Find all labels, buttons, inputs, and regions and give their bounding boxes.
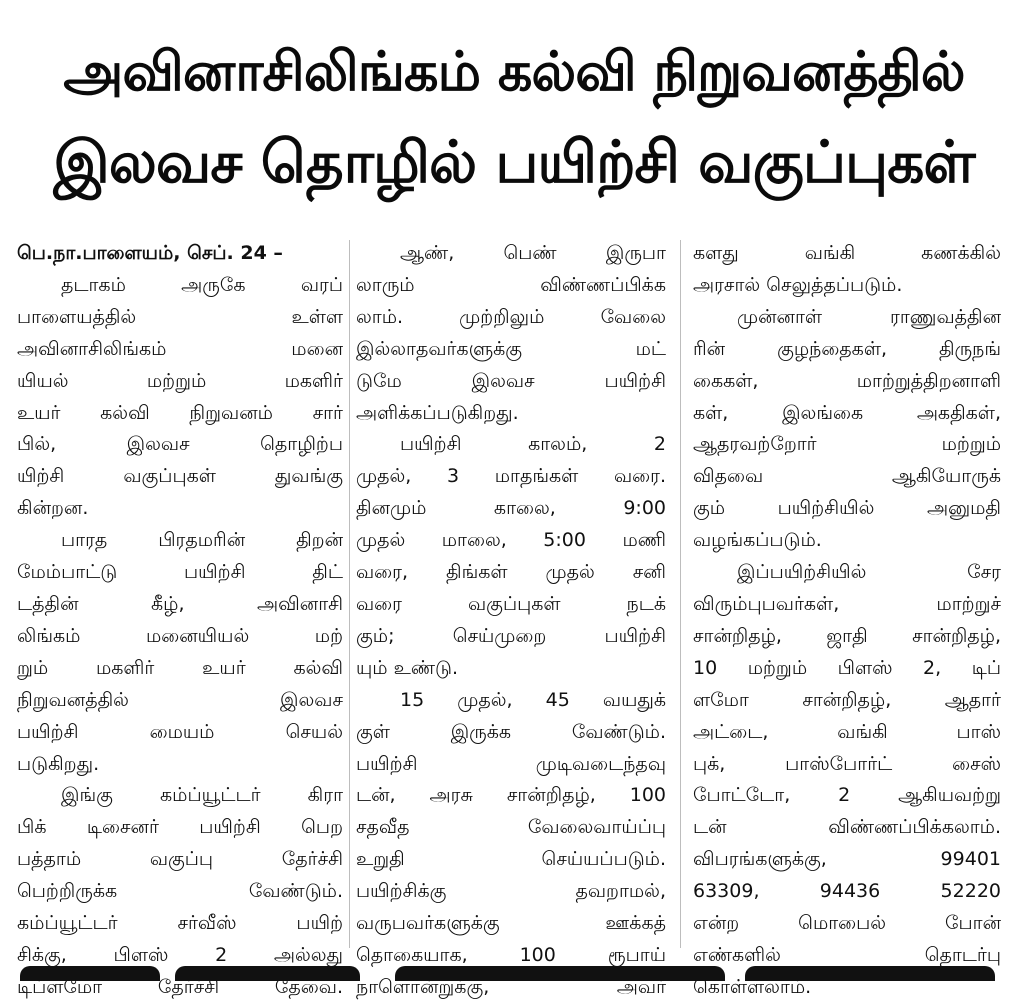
text-line: யியல் மற்றும் மகளிர்: [17, 369, 343, 392]
text-line: லாம். முற்றிலும் வேலை: [356, 305, 666, 328]
text-line: கைகள், மாற்றுத்திறனாளி: [693, 369, 1001, 392]
text-line: பயிற்சி முடிவடைந்தவு: [356, 752, 666, 775]
text-line: கின்றன.: [17, 497, 89, 520]
text-line: படுகிறது.: [17, 752, 100, 775]
text-line: முன்னாள் ராணுவத்தின: [737, 305, 1001, 328]
headline-line-2: இலவச தொழில் பயிற்சி வகுப்புகள்: [53, 128, 975, 196]
text-line: கும் பயிற்சியில் அனுமதி: [693, 497, 1001, 520]
text-line: 10 மற்றும் பிளஸ் 2, டிப்: [693, 656, 1001, 679]
text-line: விபரங்களுக்கு, 99401: [693, 848, 1001, 871]
text-line: டத்தின் கீழ், அவினாசி: [17, 592, 343, 615]
article-column-1: [17, 238, 343, 1004]
text-line: அளிக்கப்படுகிறது.: [356, 401, 519, 424]
text-line: பயிற்சி காலம், 2: [400, 433, 666, 456]
text-line: யிற்சி வகுப்புகள் துவங்கு: [17, 465, 343, 488]
text-line: என்ற மொபைல் போன்: [693, 912, 1001, 935]
text-line: பில், இலவச தொழிற்ப: [17, 433, 343, 456]
text-line: மேம்பாட்டு பயிற்சி திட்: [17, 561, 343, 584]
text-line: வழங்கப்படும்.: [693, 529, 822, 552]
text-line: அவினாசிலிங்கம் மனை: [17, 337, 343, 360]
text-line: டிப்ளமோ தேர்ச்சி தேவை.: [17, 975, 343, 998]
text-line: குள் இருக்க வேண்டும்.: [356, 720, 666, 743]
text-line: கொள்ளலாம்.: [693, 975, 812, 998]
text-line: சதவீத வேலைவாய்ப்பு: [356, 816, 666, 839]
text-line: பாளையத்தில் உள்ள: [17, 305, 343, 328]
text-line: இங்கு கம்ப்யூட்டர் கிரா: [61, 784, 343, 807]
text-line: ரின் குழந்தைகள், திருநங்: [693, 337, 1001, 360]
text-line: பெ.நா.பாளையம், செப். 24 –: [17, 242, 283, 264]
text-line: தொகையாக, 100 ரூபாய்: [356, 943, 666, 966]
article-column-2: [356, 238, 666, 1004]
text-line: யும் உண்டு.: [356, 656, 459, 679]
text-line: பிக் டிசைனர் பயிற்சி பெற: [17, 816, 343, 839]
text-line: களது வங்கி கணக்கில்: [693, 242, 1001, 264]
text-line: போட்டோ, 2 ஆகியவற்று: [693, 784, 1001, 807]
text-line: லிங்கம் மனையியல் மற்: [17, 624, 343, 647]
text-line: விதவை ஆகியோருக்: [693, 465, 1001, 488]
text-line: ஆதரவற்றோர் மற்றும்: [693, 433, 1001, 456]
text-line: இல்லாதவர்களுக்கு மட்: [356, 337, 666, 360]
text-line: கம்ப்யூட்டர் சர்வீஸ் பயிற்: [17, 912, 343, 935]
text-line: புக், பாஸ்போர்ட் சைஸ்: [693, 752, 1001, 775]
article-column-3: [693, 238, 1001, 1004]
text-line: ளமோ சான்றிதழ், ஆதார்: [693, 688, 1001, 711]
next-headline-cutoff: [0, 962, 1028, 981]
text-line: டன் விண்ணப்பிக்கலாம்.: [693, 816, 1001, 839]
text-line: தடாகம் அருகே வரப்: [61, 273, 343, 296]
text-line: 15 முதல், 45 வயதுக்: [400, 688, 666, 711]
text-line: நாளொன்றுக்கு, அவர்: [356, 975, 666, 998]
text-line: பாரத பிரதமரின் திறன்: [61, 529, 343, 552]
text-line: கும்; செய்முறை பயிற்சி: [356, 624, 666, 647]
text-line: 63309, 94436 52220: [693, 880, 1001, 903]
text-line: நிறுவனத்தில் இலவச: [17, 688, 343, 711]
text-line: டுமே இலவச பயிற்சி: [356, 369, 666, 392]
text-line: முதல், 3 மாதங்கள் வரை.: [356, 465, 666, 488]
text-line: வரை, திங்கள் முதல் சனி: [356, 561, 666, 584]
text-line: றும் மகளிர் உயர் கல்வி: [17, 656, 343, 679]
text-line: உறுதி செய்யப்படும்.: [356, 848, 666, 871]
headline-line-1: அவினாசிலிங்கம் கல்வி நிறுவனத்தில்: [63, 40, 965, 103]
text-line: எண்களில் தொடர்பு: [693, 943, 1001, 966]
text-line: பயிற்சிக்கு தவறாமல்,: [356, 880, 666, 903]
text-line: தினமும் காலை, 9:00: [356, 497, 666, 520]
text-line: வருபவர்களுக்கு ஊக்கத்: [356, 912, 666, 935]
column-divider: [349, 240, 350, 948]
text-line: இப்பயிற்சியில் சேர: [737, 561, 1001, 584]
text-line: முதல் மாலை, 5:00 மணி: [356, 529, 666, 552]
text-line: வரை வகுப்புகள் நடக்: [356, 592, 666, 615]
text-line: உயர் கல்வி நிறுவனம் சார்: [17, 401, 343, 424]
text-line: டன், அரசு சான்றிதழ், 100: [356, 784, 666, 807]
text-line: அட்டை, வங்கி பாஸ்: [693, 720, 1001, 743]
text-line: பயிற்சி மையம் செயல்: [17, 720, 343, 743]
text-line: கள், இலங்கை அகதிகள்,: [693, 401, 1001, 424]
column-divider: [680, 240, 681, 948]
text-line: சிக்கு, பிளஸ் 2 அல்லது: [17, 943, 343, 966]
text-line: அரசால் செலுத்தப்படும்.: [693, 273, 903, 296]
text-line: பெற்றிருக்க வேண்டும்.: [17, 880, 343, 903]
text-line: சான்றிதழ், ஜாதி சான்றிதழ்,: [693, 624, 1001, 647]
text-line: விரும்புபவர்கள், மாற்றுச்: [693, 592, 1001, 615]
text-line: பத்தாம் வகுப்பு தேர்ச்சி: [17, 848, 343, 871]
text-line: ஆண், பெண் இருபா: [400, 242, 666, 264]
text-line: லாரும் விண்ணப்பிக்க: [356, 273, 666, 296]
